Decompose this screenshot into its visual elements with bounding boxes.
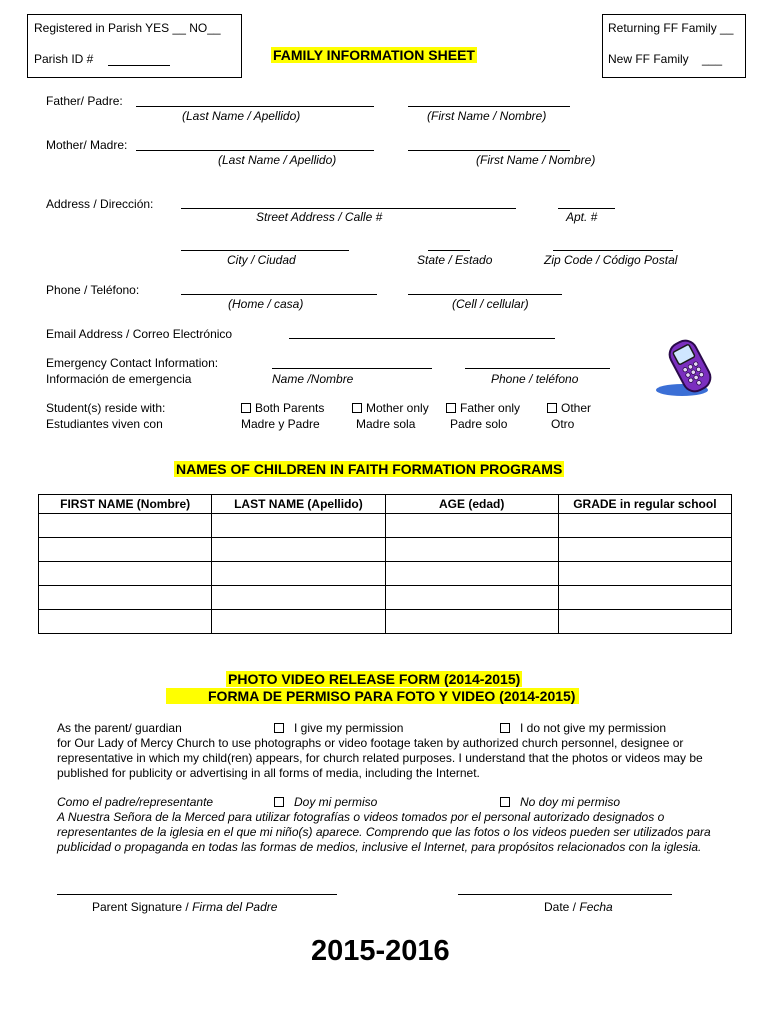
- release-title-es: FORMA DE PERMISO PARA FOTO Y VIDEO (2014-2015): [166, 688, 579, 704]
- option-father-only[interactable]: Father only: [446, 401, 520, 415]
- col-grade: GRADE in regular school: [558, 495, 731, 514]
- emergency-phone-field[interactable]: [465, 368, 610, 369]
- table-cell[interactable]: [212, 562, 385, 586]
- mother-label: Mother/ Madre:: [46, 138, 128, 152]
- city-field[interactable]: [181, 250, 349, 251]
- table-cell[interactable]: [558, 586, 731, 610]
- table-cell[interactable]: [39, 610, 212, 634]
- checkbox-icon[interactable]: [500, 797, 510, 807]
- children-table: [38, 494, 732, 634]
- father-label: Father/ Padre:: [46, 94, 123, 108]
- doy-permiso-option[interactable]: Doy mi permiso: [274, 795, 377, 809]
- checkbox-icon[interactable]: [274, 797, 284, 807]
- option-both-parents-es: Madre y Padre: [241, 417, 320, 431]
- cell-phone-icon: [652, 334, 722, 402]
- table-cell[interactable]: [385, 610, 558, 634]
- zip-caption: Zip Code / Código Postal: [544, 253, 678, 267]
- deny-permission-option[interactable]: I do not give my permission: [500, 721, 666, 735]
- cell-caption: (Cell / cellular): [452, 297, 529, 311]
- release-body-es: A Nuestra Señora de la Merced para utilizar fotografías o videos tomados por el personal autorizado designados o representantes de la iglesia en el que mi niño(s) aparece. Comprendo que las fotos o los videos pueden ser utilizados para publicidad o propaganda en todas las formas de medios, inclusive el Internet, para propósitos relacionados con la iglesia.: [57, 810, 711, 854]
- parent-rep-label: Como el padre/representante: [57, 795, 214, 809]
- email-label: Email Address / Correo Electrónico: [46, 327, 233, 341]
- date-field[interactable]: [458, 894, 672, 895]
- table-cell[interactable]: [558, 538, 731, 562]
- option-father-only-es: Padre solo: [450, 417, 508, 431]
- mother-first-caption: (First Name / Nombre): [476, 153, 596, 167]
- table-cell[interactable]: [212, 610, 385, 634]
- table-row: [39, 610, 732, 634]
- option-other-es: Otro: [551, 417, 575, 431]
- option-both-parents[interactable]: Both Parents: [241, 401, 324, 415]
- col-age: AGE (edad): [385, 495, 558, 514]
- table-row: [39, 514, 732, 538]
- release-body-en: for Our Lady of Mercy Church to use photographs or video footage taken by authorized church personnel, designee or representative in which my child(ren) appears, for church related purposes. I understand that the photos or videos may be published for publicity or advertising in all forms of media, including the Internet.: [57, 736, 703, 780]
- table-cell[interactable]: [212, 538, 385, 562]
- give-permission-option[interactable]: I give my permission: [274, 721, 403, 735]
- table-cell[interactable]: [558, 514, 731, 538]
- parish-id-field[interactable]: [108, 65, 170, 66]
- checkbox-icon[interactable]: [446, 403, 456, 413]
- email-field[interactable]: [289, 338, 555, 339]
- father-first-name-field[interactable]: [408, 106, 570, 107]
- father-last-name-field[interactable]: [136, 106, 374, 107]
- children-section-title: NAMES OF CHILDREN IN FAITH FORMATION PROGRAMS: [176, 461, 563, 477]
- emergency-name-field[interactable]: [272, 368, 432, 369]
- mother-last-name-field[interactable]: [136, 150, 374, 151]
- table-cell[interactable]: [39, 514, 212, 538]
- parent-signature-field[interactable]: [57, 894, 337, 895]
- phone-label: Phone / Teléfono:: [46, 283, 140, 297]
- table-cell[interactable]: [385, 586, 558, 610]
- option-other[interactable]: Other: [547, 401, 591, 415]
- resides-label-en: Student(s) reside with:: [46, 401, 166, 415]
- table-cell[interactable]: [39, 538, 212, 562]
- checkbox-icon[interactable]: [241, 403, 251, 413]
- table-cell[interactable]: [558, 562, 731, 586]
- checkbox-icon[interactable]: [500, 723, 510, 733]
- emergency-name-caption: Name /Nombre: [272, 372, 354, 386]
- date-caption: Date / Fecha: [544, 900, 613, 914]
- new-family-field[interactable]: ___: [702, 52, 723, 66]
- parent-signature-caption: Parent Signature / Firma del Padre: [92, 900, 278, 914]
- table-row: [39, 562, 732, 586]
- emergency-phone-caption: Phone / teléfono: [491, 372, 579, 386]
- apt-field[interactable]: [558, 208, 615, 209]
- page-title: FAMILY INFORMATION SHEET: [273, 47, 475, 63]
- returning-family: Returning FF Family __: [608, 21, 734, 35]
- table-cell[interactable]: [212, 586, 385, 610]
- street-caption: Street Address / Calle #: [256, 210, 383, 224]
- home-caption: (Home / casa): [228, 297, 304, 311]
- table-cell[interactable]: [385, 514, 558, 538]
- zip-field[interactable]: [553, 250, 673, 251]
- parent-guardian-label: As the parent/ guardian: [57, 721, 182, 735]
- mother-last-caption: (Last Name / Apellido): [218, 153, 337, 167]
- program-year: 2015-2016: [311, 935, 450, 967]
- table-cell[interactable]: [39, 562, 212, 586]
- registered-in-parish: Registered in Parish YES __ NO__: [34, 21, 221, 35]
- emergency-label-en: Emergency Contact Information:: [46, 356, 219, 370]
- table-cell[interactable]: [558, 610, 731, 634]
- father-last-caption: (Last Name / Apellido): [182, 109, 301, 123]
- option-mother-only-es: Madre sola: [356, 417, 416, 431]
- option-mother-only[interactable]: Mother only: [352, 401, 429, 415]
- apt-caption: Apt. #: [566, 210, 598, 224]
- no-doy-permiso-option[interactable]: No doy mi permiso: [500, 795, 620, 809]
- mother-first-name-field[interactable]: [408, 150, 570, 151]
- parish-id-label: Parish ID #: [34, 52, 94, 66]
- col-first-name: FIRST NAME (Nombre): [39, 495, 212, 514]
- address-label: Address / Dirección:: [46, 197, 154, 211]
- release-title-en: PHOTO VIDEO RELEASE FORM (2014-2015): [228, 671, 521, 687]
- table-cell[interactable]: [212, 514, 385, 538]
- checkbox-icon[interactable]: [547, 403, 557, 413]
- table-row: [39, 538, 732, 562]
- table-cell[interactable]: [39, 586, 212, 610]
- father-first-caption: (First Name / Nombre): [427, 109, 547, 123]
- col-last-name: LAST NAME (Apellido): [212, 495, 385, 514]
- cell-phone-field[interactable]: [408, 294, 562, 295]
- home-phone-field[interactable]: [181, 294, 377, 295]
- state-caption: State / Estado: [417, 253, 493, 267]
- table-cell[interactable]: [385, 538, 558, 562]
- street-address-field[interactable]: [181, 208, 516, 209]
- table-row: [39, 586, 732, 610]
- state-field[interactable]: [428, 250, 470, 251]
- new-family-label: New FF Family: [608, 52, 689, 66]
- checkbox-icon[interactable]: [352, 403, 362, 413]
- checkbox-icon[interactable]: [274, 723, 284, 733]
- table-cell[interactable]: [385, 562, 558, 586]
- emergency-label-es: Información de emergencia: [46, 372, 192, 386]
- resides-label-es: Estudiantes viven con: [46, 417, 163, 431]
- city-caption: City / Ciudad: [227, 253, 296, 267]
